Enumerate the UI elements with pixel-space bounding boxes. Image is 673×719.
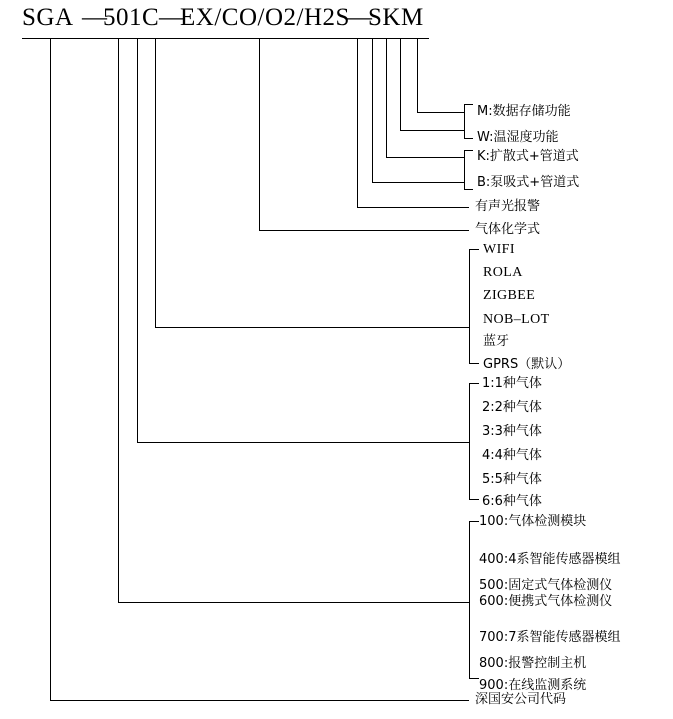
code-segment-501c: 501C bbox=[103, 4, 160, 31]
leader-gaschem-horizontal bbox=[259, 230, 469, 231]
leader-m-vertical bbox=[417, 38, 418, 112]
leader-w-horizontal bbox=[400, 130, 464, 131]
leader-alarm-vertical bbox=[357, 38, 358, 207]
bracket-mw-vertical bbox=[464, 104, 465, 138]
bracket-gascount-vertical bbox=[469, 383, 470, 499]
label-suffix-k: K:扩散式+管道式 bbox=[477, 149, 579, 164]
leader-series-vertical bbox=[118, 38, 119, 602]
label-gascount-4: 4:4种气体 bbox=[482, 448, 542, 463]
bracket-series-top-tick bbox=[469, 521, 479, 522]
code-separator-1: — bbox=[82, 4, 108, 31]
label-alarm: 有声光报警 bbox=[475, 199, 541, 214]
leader-w-vertical bbox=[400, 38, 401, 130]
label-comm-bluetooth: 蓝牙 bbox=[483, 334, 510, 349]
label-comm-nob-lot: NOB–LOT bbox=[483, 312, 550, 327]
label-series-900: 900:在线监测系统 bbox=[479, 678, 587, 693]
label-suffix-w: W:温湿度功能 bbox=[477, 130, 559, 145]
bracket-series-bottom-tick bbox=[469, 678, 479, 679]
leader-comm-horizontal bbox=[155, 327, 469, 328]
bracket-gascount-top-tick bbox=[469, 383, 479, 384]
leader-b-horizontal bbox=[372, 182, 464, 183]
bracket-comm-bottom-tick bbox=[469, 363, 479, 364]
leader-k-horizontal bbox=[386, 157, 464, 158]
label-comm-gprs: GPRS（默认） bbox=[483, 357, 571, 372]
label-comm-zigbee: ZIGBEE bbox=[483, 288, 536, 303]
label-comm-rola: ROLA bbox=[483, 265, 523, 280]
leader-b-vertical bbox=[372, 38, 373, 182]
label-gas-chemical: 气体化学式 bbox=[475, 222, 541, 237]
leader-m-horizontal bbox=[417, 112, 464, 113]
code-separator-3: — bbox=[347, 4, 373, 31]
label-series-800: 800:报警控制主机 bbox=[479, 656, 587, 671]
label-comm-wifi: WIFI bbox=[483, 242, 515, 257]
label-suffix-m: M:数据存储功能 bbox=[477, 104, 571, 119]
bracket-kb-bottom-tick bbox=[464, 189, 473, 190]
bracket-mw-bottom-tick bbox=[464, 138, 473, 139]
leader-company-horizontal bbox=[50, 700, 469, 701]
label-series-100: 100:气体检测模块 bbox=[479, 514, 587, 529]
label-gascount-6: 6:6种气体 bbox=[482, 494, 542, 509]
code-segment-gas: EX/CO/O2/H2S bbox=[180, 4, 350, 31]
leader-comm-vertical bbox=[155, 38, 156, 327]
bracket-comm-top-tick bbox=[469, 249, 479, 250]
bracket-comm-vertical bbox=[469, 249, 470, 363]
leader-gascount-horizontal bbox=[137, 442, 469, 443]
code-underline bbox=[22, 38, 429, 39]
label-series-700: 700:7系智能传感器模组 bbox=[479, 630, 621, 645]
label-series-400: 400:4系智能传感器模组 bbox=[479, 552, 621, 567]
label-series-500: 500:固定式气体检测仪 bbox=[479, 578, 613, 593]
bracket-kb-vertical bbox=[464, 150, 465, 189]
product-code-line bbox=[0, 4, 673, 38]
leader-gascount-vertical bbox=[137, 38, 138, 442]
label-suffix-b: B:泵吸式+管道式 bbox=[477, 175, 580, 190]
code-segment-skm: SKM bbox=[368, 4, 424, 31]
bracket-kb-top-tick bbox=[464, 150, 473, 151]
leader-alarm-horizontal bbox=[357, 207, 469, 208]
label-gascount-1: 1:1种气体 bbox=[482, 376, 542, 391]
bracket-gascount-bottom-tick bbox=[469, 499, 479, 500]
code-segment-sga: SGA bbox=[22, 4, 74, 31]
leader-k-vertical bbox=[386, 38, 387, 157]
label-company-code: 深国安公司代码 bbox=[475, 692, 567, 707]
label-series-600: 600:便携式气体检测仪 bbox=[479, 594, 613, 609]
bracket-mw-top-tick bbox=[464, 104, 473, 105]
leader-company-vertical bbox=[50, 38, 51, 700]
label-gascount-3: 3:3种气体 bbox=[482, 424, 542, 439]
leader-gaschem-vertical bbox=[259, 38, 260, 230]
bracket-series-vertical bbox=[469, 521, 470, 678]
label-gascount-5: 5:5种气体 bbox=[482, 472, 542, 487]
label-gascount-2: 2:2种气体 bbox=[482, 400, 542, 415]
code-separator-2: — bbox=[159, 4, 185, 31]
leader-series-horizontal bbox=[118, 602, 469, 603]
